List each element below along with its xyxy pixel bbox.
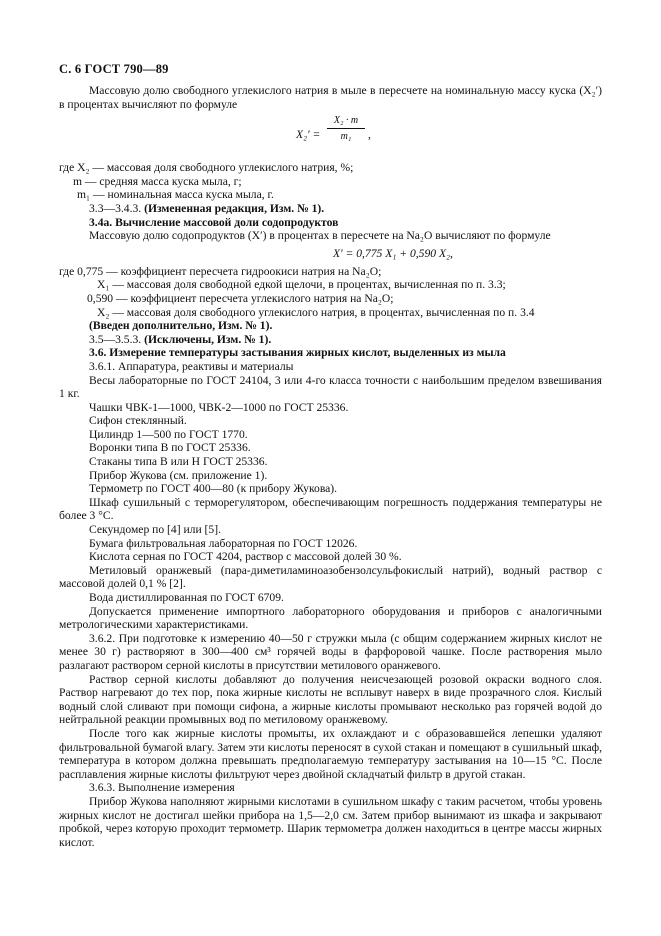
equipment-item: Допускается применение импортного лабораторного оборудования и приборов с аналогичными метрологическими характеристиками. <box>59 604 602 632</box>
section-3-5-note <box>59 333 602 347</box>
page-content <box>59 84 602 849</box>
formula-denominator: m₁ <box>340 131 352 143</box>
section-3-3-note <box>59 202 602 216</box>
equipment-item: Термометр по ГОСТ 400—80 (к прибору Жукова). <box>89 482 338 496</box>
equipment-item: Стаканы типа В или Н ГОСТ 25336. <box>89 455 268 469</box>
equipment-item: Кислота серная по ГОСТ 4204, раствор с массовой долей 30 %. <box>89 550 402 564</box>
where-item: X₂ — массовая доля свободного углекислого натрия, в процентах, вычисленная по п. 3.4 <box>97 305 535 319</box>
where-item: m₁ — номинальная масса куска мыла, г. <box>77 188 274 202</box>
section-3-6-3-title: 3.6.3. Выполнение измерения <box>89 781 235 795</box>
where-item: X₁ — массовая доля свободной едкой щелочи, в процентах, вычисленная по п. 3.3; <box>97 278 506 292</box>
equipment-item: Секундомер по [4] или [5]. <box>89 523 221 537</box>
formula-x-prime-text: X′ = 0,775 X₁ + 0,590 X₂, <box>333 246 453 260</box>
equipment-item: Прибор Жукова (см. приложение 1). <box>89 468 268 482</box>
equipment-item: Бумага фильтровальная лабораторная по ГОСТ 12026. <box>89 536 358 550</box>
where-list-1 <box>59 161 602 202</box>
added-note: (Введен дополнительно, Изм. № 1). <box>89 319 273 333</box>
formula-fraction <box>327 115 365 143</box>
paragraph-3-6-2-cont: Раствор серной кислоты добавляют до получения неисчезающей розовой окраски водного слоя. Раствор нагревают до тех пор, пока жирные кислоты не всплывут наверх в виде прозрачного слоя. Кислый водный слой сливают при помощи сифона, а жирные кислоты промывают несколько раз горячей водой до нейтральной реакции промывных вод по метиловому оранжевому. <box>59 672 602 727</box>
where-item: где X₂ — массовая доля свободного углекислого натрия, %; <box>59 161 354 175</box>
section-number: 3.5—3.5.3. <box>89 332 142 346</box>
section-number: 3.3—3.4.3. <box>89 201 142 215</box>
where-item: где 0,775 — коэффициент пересчета гидроокиси натрия на Na₂O; <box>59 264 382 278</box>
equipment-item: Метиловый оранжевый (пара-диметиламиноазобензолсульфокислый натрий), водный раствор с массовой долей 0,1 % [2]. <box>59 563 602 591</box>
where-list-2 <box>59 265 602 319</box>
section-3-6-title: 3.6. Измерение температуры застывания жирных кислот, выделенных из мыла <box>89 346 506 360</box>
page-header: С. 6 ГОСТ 790—89 <box>59 62 169 76</box>
where-item: m — средняя масса куска мыла, г; <box>73 174 242 188</box>
paragraph-3-6-2-cont: После того как жирные кислоты промыты, их охлаждают и с образовавшейся лепешки удаляют фильтровальной бумагой влагу. Затем эти кислоты переносят в сухой стакан и помещают в сушильный шкаф, температура в котором должна превышать предполагаемую температуру застывания на 10—15 °С. После расплавления жирные кислоты фильтруют через двойной складчатый фильтр в другой стакан. <box>59 726 602 781</box>
paragraph-3-6-2: 3.6.2. При подготовке к измерению 40—50 г стружки мыла (с общим содержанием жирных кислот не менее 30 г) растворяют в 300—400 см³ горячей воды в фарфоровой чашке. После растворения мыло разлагают раствором серной кислоты в присутствии метилового оранжевого. <box>59 631 602 672</box>
equipment-item: Воронки типа В по ГОСТ 25336. <box>89 441 251 455</box>
equipment-item: Шкаф сушильный с терморегулятором, обеспечивающим погрешность поддержания температуры не более 3 °С. <box>59 495 602 523</box>
paragraph-3-4a: Массовую долю содопродуктов (X′) в процентах в пересчете на Na₂O вычисляют по формуле <box>89 229 551 243</box>
formula-x2-prime <box>59 111 602 161</box>
section-3-4a-title: 3.4а. Вычисление массовой доли содопродуктов <box>89 215 339 229</box>
section-3-6-1-title: 3.6.1. Аппаратура, реактивы и материалы <box>89 359 294 373</box>
equipment-item: Весы лабораторные по ГОСТ 24104, 3 или 4-го класса точности с наибольшим пределом взвешивания 1 кг. <box>59 373 602 401</box>
formula-x-prime <box>59 243 602 265</box>
equipment-item: Сифон стеклянный. <box>89 414 187 428</box>
where-item: 0,590 — коэффициент пересчета углекислого натрия на Na₂O; <box>87 291 394 305</box>
formula-numerator: X₂ · m <box>327 115 365 129</box>
equipment-item: Цилиндр 1—500 по ГОСТ 1770. <box>89 427 248 441</box>
equipment-item: Вода дистиллированная по ГОСТ 6709. <box>89 591 284 604</box>
paragraph-intro: Массовую долю свободного углекислого натрия в мыле в пересчете на номинальную массу куска (X₂′) в процентах вычисляют по формуле <box>59 84 602 111</box>
excluded-note: (Исключены, Изм. № 1). <box>144 332 272 346</box>
formula-lhs: X₂′ = <box>296 128 321 142</box>
edition-note: (Измененная редакция, Изм. № 1). <box>144 201 325 215</box>
paragraph-3-6-3: Прибор Жукова наполняют жирными кислотами в сушильном шкафу с таким расчетом, чтобы уровень жирных кислот не достигал шейки прибора на 1,5—2,0 см. Затем прибор вынимают из шкафа и закрывают пробкой, через которую проходит термометр. Шарик термометра должен находиться в центре массы жирных кислот. <box>59 794 602 849</box>
formula-tail: , <box>368 128 371 142</box>
equipment-item: Чашки ЧВК-1—1000, ЧВК-2—1000 по ГОСТ 25336. <box>89 400 349 414</box>
